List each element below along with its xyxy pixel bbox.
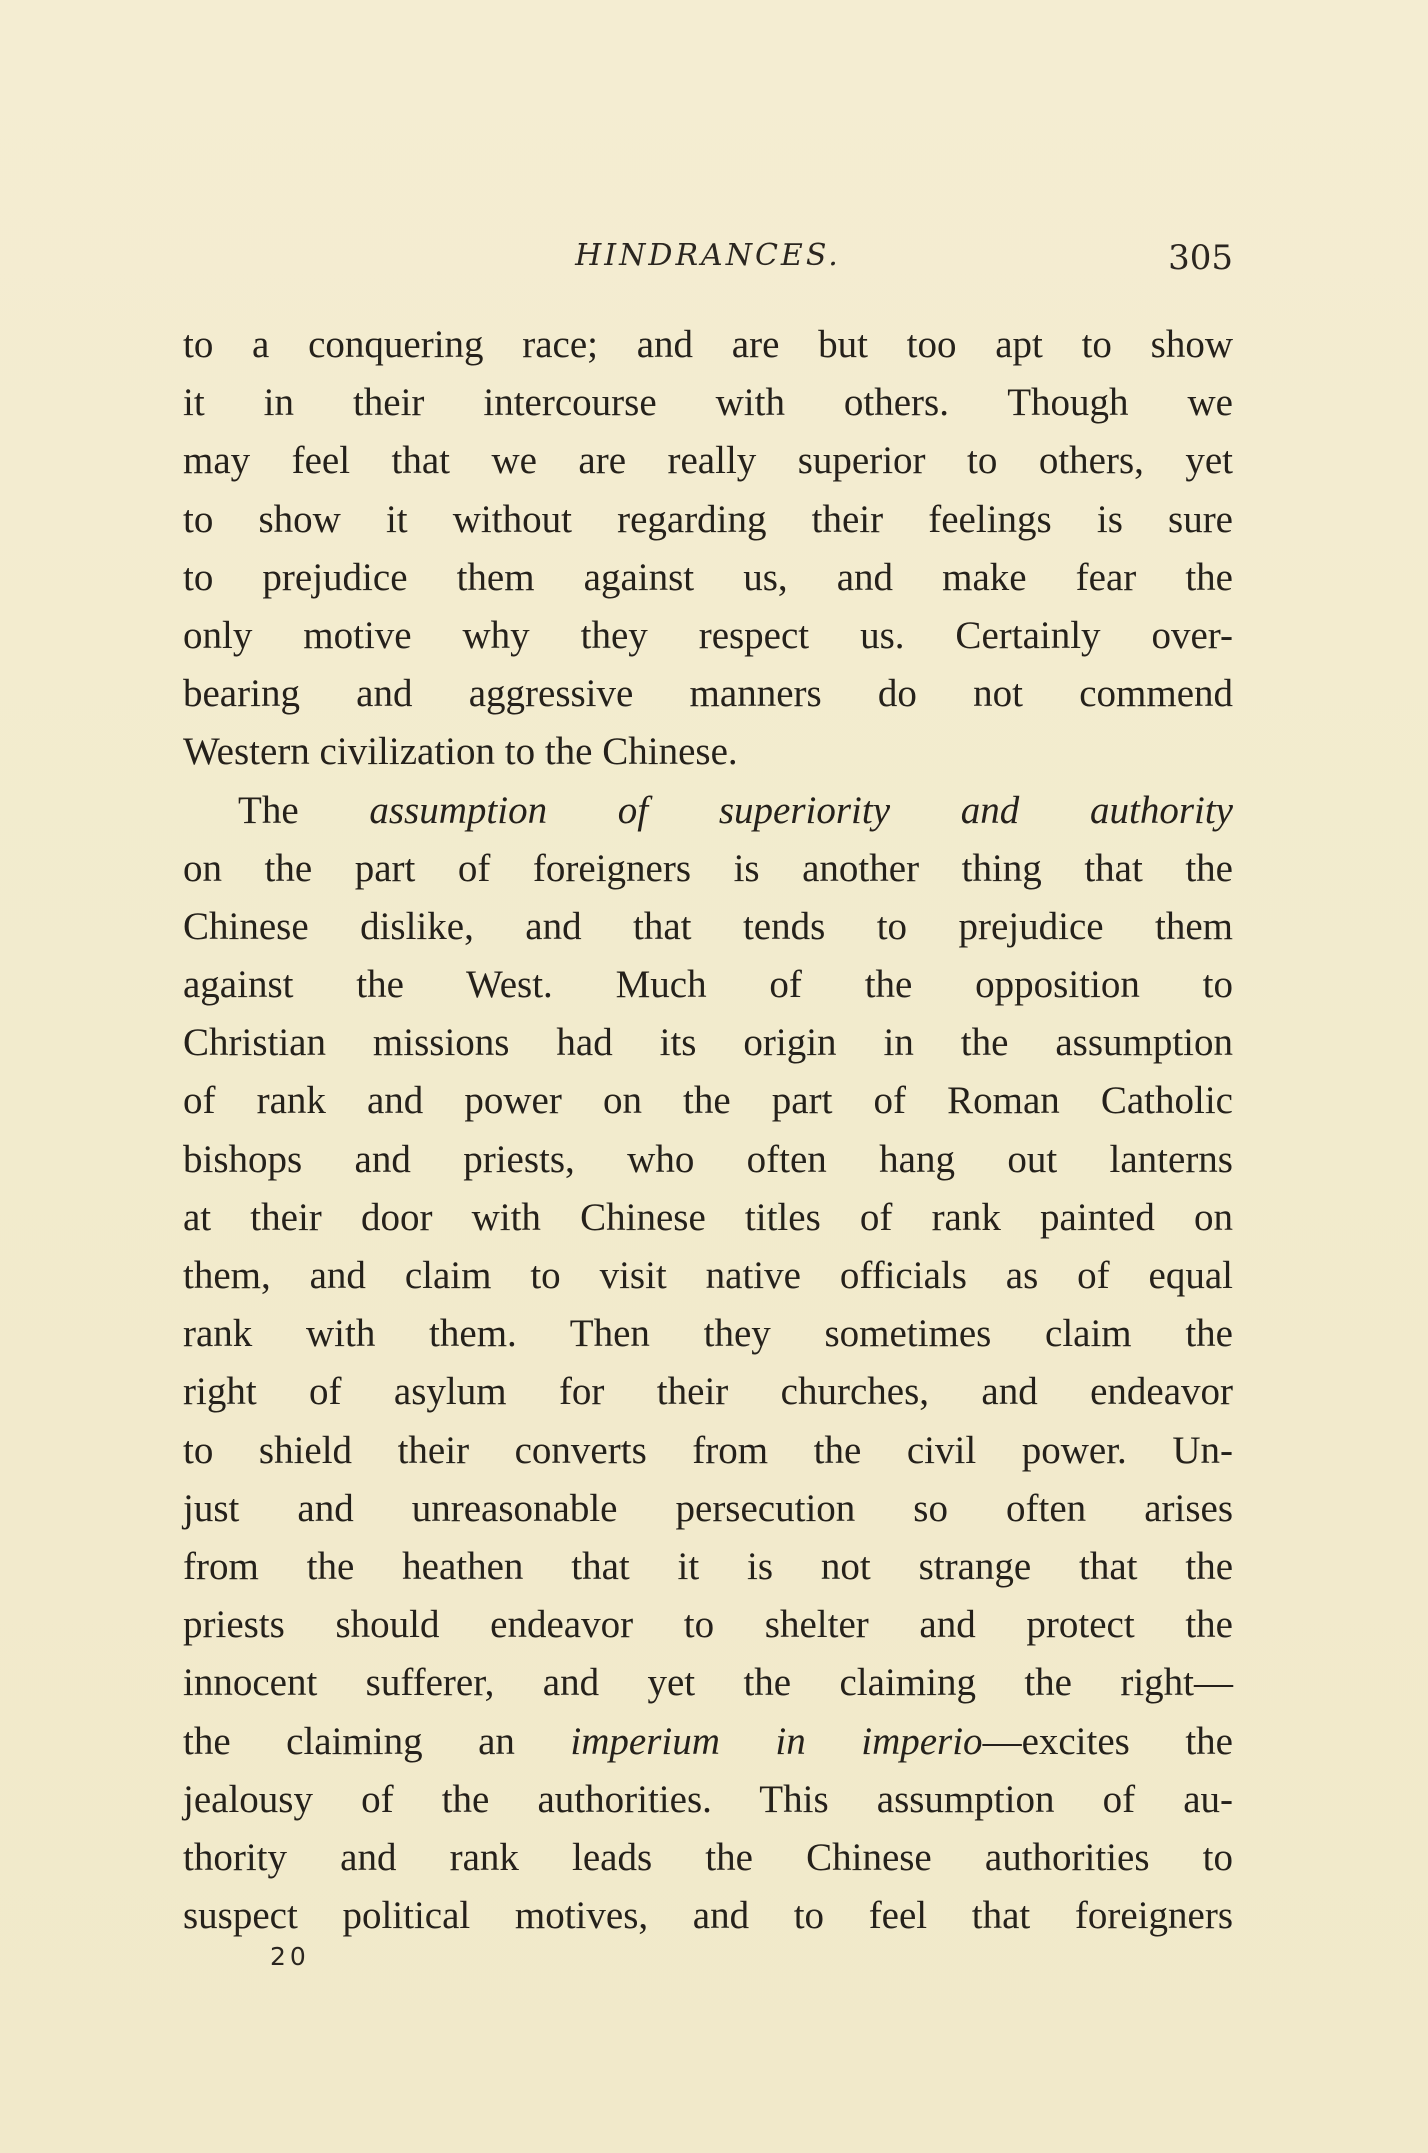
text-line: them, and claim to visit native officials as of equal <box>183 1254 1233 1297</box>
text-line: priests should endeavor to shelter and protect the <box>183 1603 1233 1647</box>
text-lead: The <box>238 788 370 832</box>
page-header <box>183 238 1233 288</box>
text-line: Chinese dislike, and that tends to prejudice them <box>183 904 1233 948</box>
text-segment: the claiming an <box>183 1719 571 1763</box>
text-line: of rank and power on the part of Roman Catholic <box>183 1079 1233 1123</box>
body-text <box>183 316 1233 1945</box>
text-line: jealousy of the authorities. This assumption of au- <box>183 1777 1233 1821</box>
running-head: HINDRANCES. <box>575 238 841 273</box>
italic-phrase: imperium in imperio <box>570 1719 983 1763</box>
text-line: thority and rank leads the Chinese authorities to <box>183 1835 1233 1879</box>
text-line: to show it without regarding their feelings is sure <box>183 497 1233 541</box>
text-line: suspect political motives, and to feel that foreigners <box>183 1894 1233 1938</box>
text-line: rank with them. Then they sometimes claim the <box>183 1312 1233 1356</box>
text-line: Christian missions had its origin in the assumption <box>183 1021 1233 1065</box>
text-line: to a conquering race; and are but too apt to show <box>183 323 1233 366</box>
text-line: may feel that we are really superior to others, yet <box>183 439 1233 483</box>
page-number: 305 <box>1168 238 1233 278</box>
text-line: against the West. Much of the opposition to <box>183 963 1233 1007</box>
text-line: just and unreasonable persecution so often arises <box>183 1486 1233 1530</box>
italic-phrase: assumption of superiority and authority <box>369 788 1233 832</box>
text-line: at their door with Chinese titles of rank painted on <box>183 1195 1233 1239</box>
text-line: only motive why they respect us. Certainly over- <box>183 613 1233 657</box>
text-segment: —excites the <box>982 1719 1233 1763</box>
signature-mark: 20 <box>270 1942 310 1971</box>
text-line-mixed <box>183 1713 1233 1771</box>
text-line: right of asylum for their churches, and endeavor <box>183 1370 1233 1414</box>
text-line: bishops and priests, who often hang out lanterns <box>183 1137 1233 1181</box>
text-line: bearing and aggressive manners do not commend <box>183 672 1233 716</box>
text-line: to prejudice them against us, and make fear the <box>183 555 1233 599</box>
text-line: innocent sufferer, and yet the claiming the right— <box>183 1661 1233 1705</box>
text-line: Western civilization to the Chinese. <box>183 730 738 774</box>
text-line: from the heathen that it is not strange that the <box>183 1544 1233 1588</box>
text-line: it in their intercourse with others. Though we <box>183 381 1233 425</box>
text-line-first <box>183 782 1233 840</box>
text-line: to shield their converts from the civil power. Un- <box>183 1428 1233 1472</box>
text-line: on the part of foreigners is another thing that the <box>183 846 1233 890</box>
